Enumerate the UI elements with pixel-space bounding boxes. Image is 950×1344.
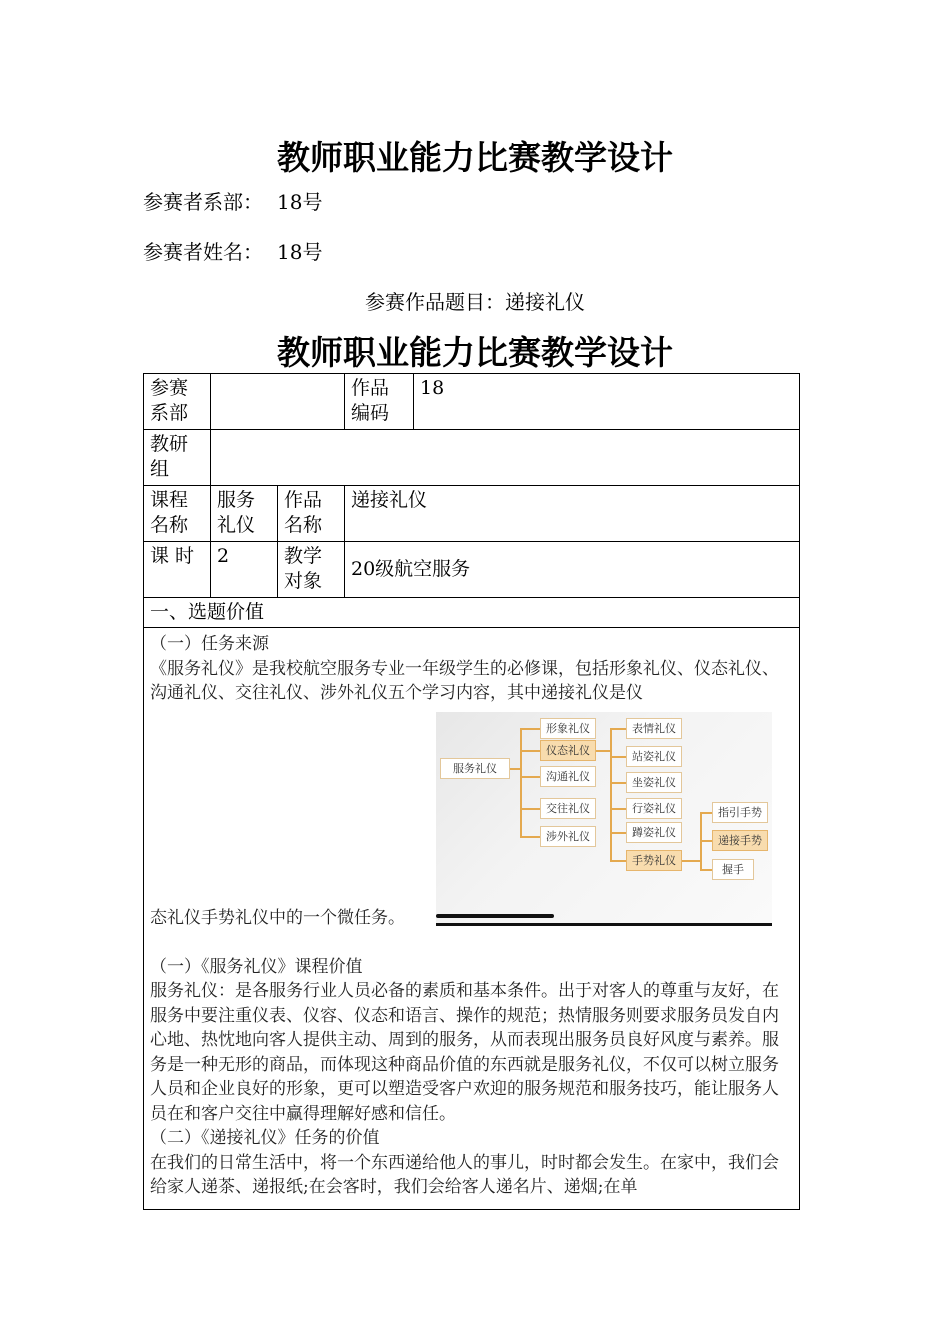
diagram-node: 手势礼仪 xyxy=(626,850,682,871)
connector-line xyxy=(520,836,540,838)
name-label: 参赛者姓名： xyxy=(143,240,263,264)
diagram-node: 仪态礼仪 xyxy=(540,740,596,761)
paragraph-source-end: 态礼仪手势礼仪中的一个微任务。 xyxy=(150,908,405,928)
video-progress-bar xyxy=(436,914,554,918)
topic-line: 参赛作品题目：递接礼仪 xyxy=(365,290,585,314)
document-title: 教师职业能力比赛教学设计 xyxy=(277,138,673,177)
table-row xyxy=(144,486,800,542)
diagram-node: 蹲姿礼仪 xyxy=(626,822,682,843)
table-row xyxy=(144,598,800,628)
diagram-node: 指引手势 xyxy=(712,802,768,823)
connector-line xyxy=(520,776,540,778)
connector-line xyxy=(610,860,626,862)
name-line xyxy=(143,236,322,265)
diagram-node: 行姿礼仪 xyxy=(626,798,682,819)
connector-line xyxy=(610,832,626,834)
department-line xyxy=(143,186,322,215)
code-label: 作品编码 xyxy=(345,374,414,429)
diagram-node: 坐姿礼仪 xyxy=(626,772,682,793)
connector-line xyxy=(700,812,712,814)
table-row xyxy=(144,430,800,486)
hours-value-cell: 2 xyxy=(211,542,278,598)
subheading-source: （一）任务来源 xyxy=(150,634,269,654)
connector-line xyxy=(520,750,540,752)
table-row xyxy=(144,374,800,430)
connector-line xyxy=(700,869,712,871)
course-value-cell: 服务礼仪 xyxy=(211,486,278,542)
paragraph-course-value: 服务礼仪：是各服务行业人员必备的素质和基本条件。出于对客人的尊重与友好，在服务中要注重仪表、仪容、仪态和语言、操作的规范；热情服务则要求服务员发自内心地、热忱地向客人提供主动、周到的服务，从而表现出服务员良好风度与素养。服务是一种无形的商品，而体现这种商品价值的东西就是服务礼仪，不仅可以树立服务人员和企业良好的形象，更可以塑造受客户欢迎的服务规范和服务技巧，能让服务人员在和客户交往中赢得理解好感和信任。 xyxy=(150,981,779,1124)
table-row xyxy=(144,542,800,598)
diagram-node: 沟通礼仪 xyxy=(540,766,596,787)
subheading-course-value: （一）《服务礼仪》课程价值 xyxy=(150,956,363,977)
connector-line xyxy=(610,808,626,810)
section-heading: 一、选题价值 xyxy=(144,598,800,628)
department-value: 18号 xyxy=(277,190,323,214)
work-value-cell: 递接礼仪 xyxy=(345,486,800,542)
department-label: 参赛者系部： xyxy=(143,190,263,214)
subheading-task-value: （二）《递接礼仪》任务的价值 xyxy=(150,1128,380,1148)
dept-value-cell xyxy=(211,374,345,430)
video-timeline xyxy=(436,923,772,926)
diagram-node: 站姿礼仪 xyxy=(626,746,682,767)
hours-label-cell: 课 时 xyxy=(144,542,211,598)
audience-value-cell: 20级航空服务 xyxy=(345,542,800,598)
connector-line xyxy=(610,756,626,758)
dept-label-cell: 参赛系部 xyxy=(144,374,211,430)
paragraph-task-value: 在我们的日常生活中，将一个东西递给他人的事儿，时时都会发生。在家中，我们会给家人递茶、递报纸;在会客时，我们会给客人递名片、递烟;在单 xyxy=(150,1152,779,1197)
diagram-node: 表情礼仪 xyxy=(626,718,682,739)
connector-line xyxy=(610,728,612,860)
diagram-root: 服务礼仪 xyxy=(440,758,510,779)
connector-line xyxy=(520,728,522,836)
connector-line xyxy=(610,782,626,784)
group-value-cell xyxy=(211,430,800,486)
connector-line xyxy=(520,808,540,810)
connector-line xyxy=(520,728,540,730)
code-cell xyxy=(345,374,800,430)
connector-line xyxy=(610,728,626,730)
name-value: 18号 xyxy=(277,240,323,264)
paragraph-source: 《服务礼仪》是我校航空服务专业一年级学生的必修课，包括形象礼仪、仪态礼仪、沟通礼仪、交往礼仪、涉外礼仪五个学习内容，其中递接礼仪是仪 xyxy=(150,658,779,703)
code-value: 18 xyxy=(420,377,445,399)
content-cell xyxy=(144,628,800,1210)
connector-line xyxy=(680,860,700,862)
table-row xyxy=(144,628,800,1210)
diagram-node: 形象礼仪 xyxy=(540,718,596,739)
diagram-node: 涉外礼仪 xyxy=(540,826,596,847)
document-title-2: 教师职业能力比赛教学设计 xyxy=(277,333,673,372)
work-label-cell: 作品名称 xyxy=(278,486,345,542)
group-label-cell: 教研组 xyxy=(144,430,211,486)
etiquette-diagram xyxy=(436,712,772,926)
design-table xyxy=(143,373,800,1210)
connector-line xyxy=(594,750,610,752)
diagram-node: 递接手势 xyxy=(712,830,768,851)
connector-line xyxy=(700,840,712,842)
diagram-node: 握手 xyxy=(712,859,754,880)
course-label-cell: 课程名称 xyxy=(144,486,211,542)
figure-block xyxy=(150,706,793,931)
diagram-node: 交往礼仪 xyxy=(540,798,596,819)
audience-label-cell: 教学对象 xyxy=(278,542,345,598)
